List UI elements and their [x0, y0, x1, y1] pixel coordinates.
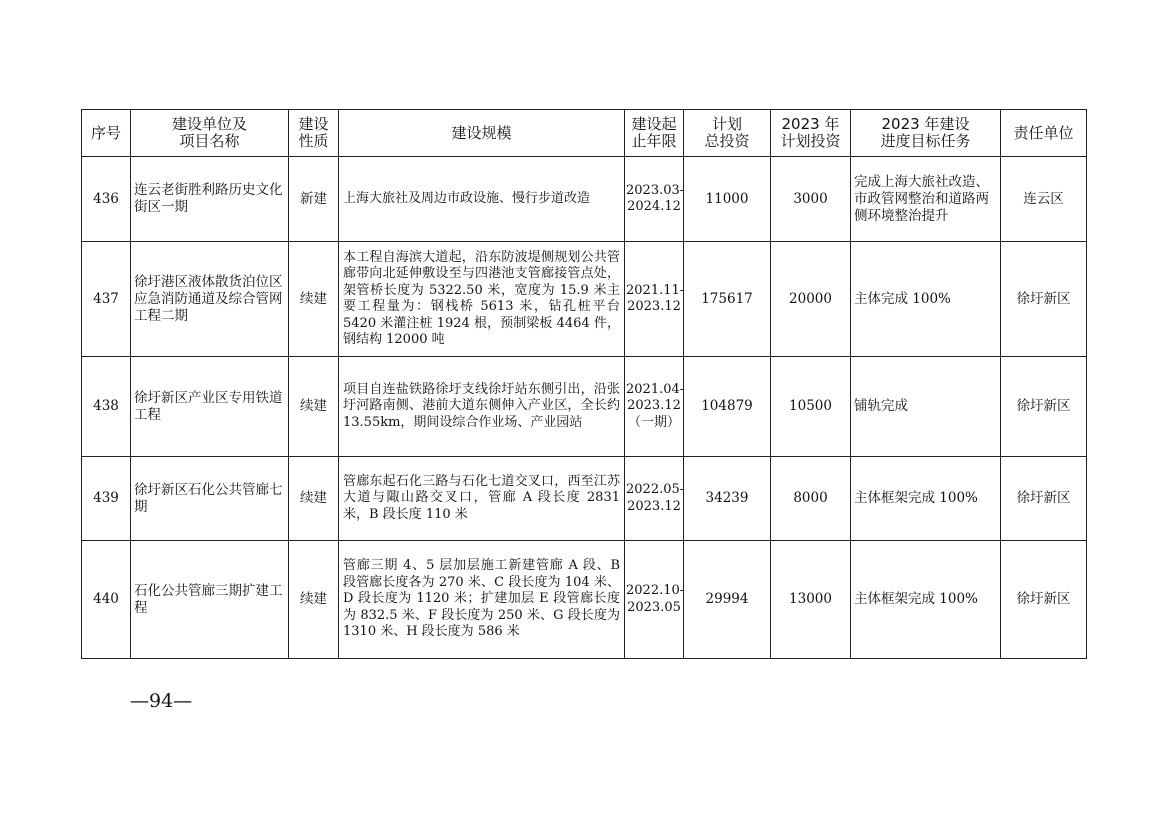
header-invest-2023: 2023 年 计划投资 — [771, 110, 851, 157]
project-table — [81, 109, 1087, 659]
cell-invest-2023: 10500 — [771, 357, 851, 457]
page-number: —94— — [130, 690, 193, 712]
cell-target: 主体框架完成 100% — [851, 457, 1001, 541]
cell-target: 主体框架完成 100% — [851, 541, 1001, 659]
table-row — [82, 157, 1087, 242]
cell-period: 2022.05- 2023.12 — [625, 457, 684, 541]
table-row — [82, 457, 1087, 541]
cell-nature: 续建 — [289, 242, 339, 357]
cell-total-invest: 11000 — [684, 157, 771, 242]
header-nature: 建设 性质 — [289, 110, 339, 157]
cell-seq: 439 — [82, 457, 131, 541]
cell-scale: 本工程自海滨大道起，沿东防波堤侧规划公共管廊带向北延伸敷设至与四港池支管廊接管点处，架管桥长度为 5322.50 米，宽度为 15.9 米主要工程量为：钢栈桥 5613 米，钻孔桩平台 5420 米灌注桩 1924 根，预制梁板 4464 件，钢结构 12000 吨 — [339, 242, 625, 357]
cell-resp-unit: 徐圩新区 — [1001, 357, 1087, 457]
cell-invest-2023: 13000 — [771, 541, 851, 659]
header-target-2023: 2023 年建设 进度目标任务 — [851, 110, 1001, 157]
cell-seq: 436 — [82, 157, 131, 242]
cell-project-name: 徐圩新区石化公共管廊七期 — [131, 457, 289, 541]
header-total-invest: 计划 总投资 — [684, 110, 771, 157]
cell-period: 2021.11- 2023.12 — [625, 242, 684, 357]
cell-scale: 上海大旅社及周边市政设施、慢行步道改造 — [339, 157, 625, 242]
cell-total-invest: 175617 — [684, 242, 771, 357]
cell-invest-2023: 3000 — [771, 157, 851, 242]
cell-scale: 管廊三期 4、5 层加层施工新建管廊 A 段、B 段管廊长度各为 270 米、C 段长度为 104 米、D 段长度为 1120 米；扩建加层 E 段管廊长度为 832.5 米、F 段长度为 250 米、G 段长度为 1310 米、H 段长度为 586 米 — [339, 541, 625, 659]
header-resp-unit: 责任单位 — [1001, 110, 1087, 157]
cell-period: 2022.10- 2023.05 — [625, 541, 684, 659]
header-seq: 序号 — [82, 110, 131, 157]
cell-seq: 438 — [82, 357, 131, 457]
cell-seq: 437 — [82, 242, 131, 357]
table-row — [82, 242, 1087, 357]
cell-nature: 续建 — [289, 357, 339, 457]
cell-total-invest: 29994 — [684, 541, 771, 659]
header-period: 建设起 止年限 — [625, 110, 684, 157]
cell-total-invest: 104879 — [684, 357, 771, 457]
cell-resp-unit: 连云区 — [1001, 157, 1087, 242]
cell-total-invest: 34239 — [684, 457, 771, 541]
header-scale: 建设规模 — [339, 110, 625, 157]
cell-project-name: 石化公共管廊三期扩建工程 — [131, 541, 289, 659]
cell-target: 完成上海大旅社改造、市政管网整治和道路两侧环境整治提升 — [851, 157, 1001, 242]
cell-project-name: 徐圩新区产业区专用铁道工程 — [131, 357, 289, 457]
cell-nature: 续建 — [289, 541, 339, 659]
cell-scale: 项目自连盐铁路徐圩支线徐圩站东侧引出，沿张圩河路南侧、港前大道东侧伸入产业区，全长约 13.55km，期间设综合作业场、产业园站 — [339, 357, 625, 457]
cell-target: 铺轨完成 — [851, 357, 1001, 457]
cell-period: 2021.04- 2023.12 （一期） — [625, 357, 684, 457]
cell-project-name: 徐圩港区液体散货泊位区应急消防通道及综合管网工程二期 — [131, 242, 289, 357]
header-unit-name: 建设单位及 项目名称 — [131, 110, 289, 157]
table-header-row — [82, 110, 1087, 157]
cell-seq: 440 — [82, 541, 131, 659]
cell-period: 2023.03- 2024.12 — [625, 157, 684, 242]
cell-scale: 管廊东起石化三路与石化七道交叉口，西至江苏大道与陬山路交叉口，管廊 A 段长度 2831 米，B 段长度 110 米 — [339, 457, 625, 541]
cell-target: 主体完成 100% — [851, 242, 1001, 357]
table-row — [82, 541, 1087, 659]
project-table-container — [81, 109, 1086, 659]
cell-nature: 续建 — [289, 457, 339, 541]
cell-resp-unit: 徐圩新区 — [1001, 541, 1087, 659]
table-row — [82, 357, 1087, 457]
cell-invest-2023: 20000 — [771, 242, 851, 357]
cell-project-name: 连云老街胜利路历史文化街区一期 — [131, 157, 289, 242]
cell-resp-unit: 徐圩新区 — [1001, 457, 1087, 541]
cell-invest-2023: 8000 — [771, 457, 851, 541]
cell-resp-unit: 徐圩新区 — [1001, 242, 1087, 357]
cell-nature: 新建 — [289, 157, 339, 242]
